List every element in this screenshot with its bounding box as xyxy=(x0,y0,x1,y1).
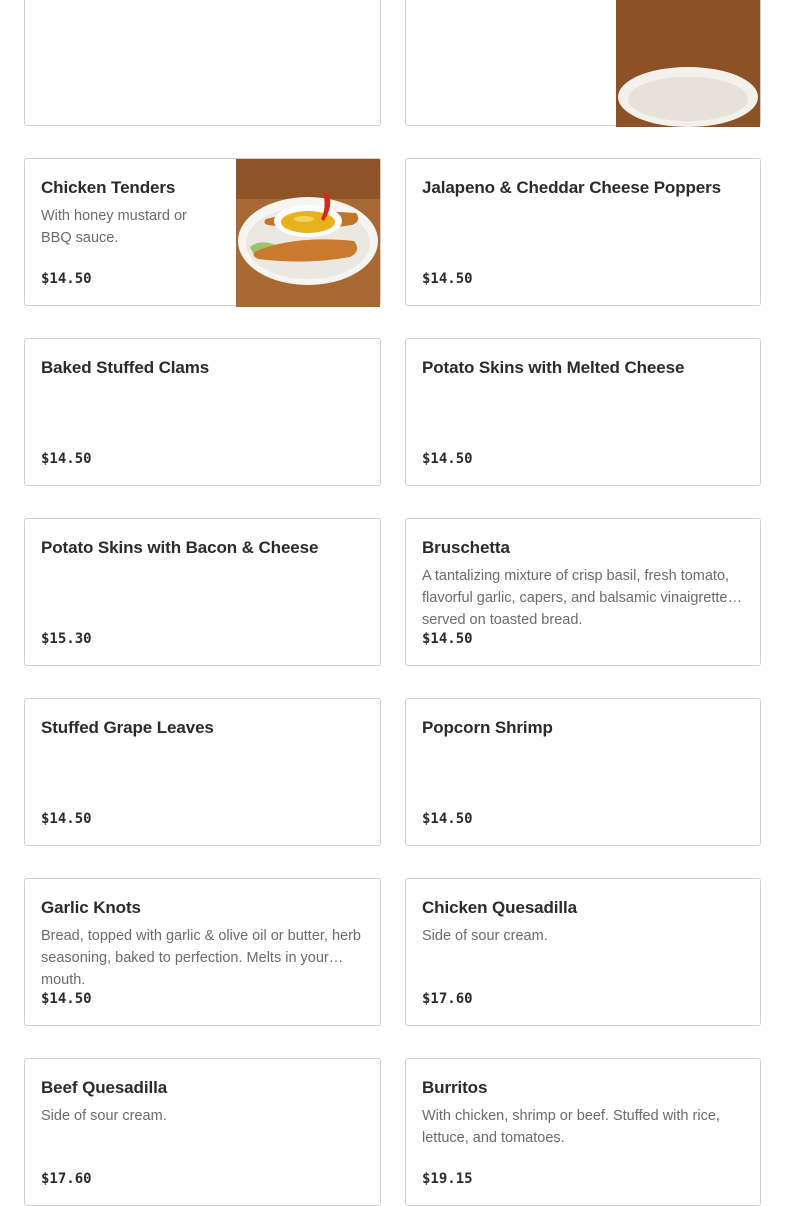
menu-item-description: With honey mustard or BBQ sauce. xyxy=(41,208,187,246)
menu-item-price: $14.50 xyxy=(41,811,92,827)
chicken-tenders-photo xyxy=(236,159,380,307)
menu-item-card[interactable] xyxy=(405,338,761,486)
menu-item-name: Potato Skins with Bacon & Cheese xyxy=(41,538,319,557)
menu-item-card[interactable] xyxy=(405,158,761,306)
menu-item-name: Stuffed Grape Leaves xyxy=(41,718,214,737)
menu-item-name: Chicken Quesadilla xyxy=(422,898,578,917)
menu-item-card[interactable] xyxy=(24,338,381,486)
menu-item-body xyxy=(422,0,600,125)
menu-item-description: Bread, topped with garlic & olive oil or butter, herb seasoning, baked to perfection. Melts in your mouth. xyxy=(41,928,361,988)
menu-item-description: A tantalizing mixture of crisp basil, fresh tomato, flavorful garlic, capers, and balsamic vinaigrette served on toasted bread. xyxy=(422,568,730,628)
menu-item-name: Burritos xyxy=(422,1078,488,1097)
menu-item-card[interactable] xyxy=(24,698,381,846)
menu-item-name: Chicken Tenders xyxy=(41,178,176,197)
menu-item-price: $14.50 xyxy=(41,991,92,1007)
menu-item-price: $14.50 xyxy=(422,631,473,647)
menu-item-body xyxy=(41,0,364,125)
menu-item-name: Garlic Knots xyxy=(41,898,141,917)
menu-item-description: Side of sour cream. xyxy=(422,928,548,944)
menu-item-card[interactable] xyxy=(405,1058,761,1206)
menu-item-price: $14.50 xyxy=(41,271,92,287)
menu-item-description: Side of sour cream. xyxy=(41,1108,167,1124)
menu-item-card[interactable] xyxy=(405,518,761,666)
menu-grid xyxy=(24,0,761,1206)
menu-item-card[interactable] xyxy=(405,0,761,126)
menu-item-card[interactable] xyxy=(405,878,761,1026)
menu-item-card[interactable] xyxy=(405,698,761,846)
menu-item-price: $19.15 xyxy=(422,1171,473,1187)
menu-item-name: Jalapeno & Cheddar Cheese Poppers xyxy=(422,178,722,197)
menu-item-price: $14.50 xyxy=(41,451,92,467)
menu-item-photo xyxy=(616,0,760,127)
menu-item-price: $14.50 xyxy=(422,271,473,287)
menu-item-name: Potato Skins with Melted Cheese xyxy=(422,358,685,377)
menu-item-price: $17.60 xyxy=(422,991,473,1007)
menu-item-card[interactable] xyxy=(24,158,381,306)
menu-item-name: Beef Quesadilla xyxy=(41,1078,168,1097)
menu-item-price: $17.60 xyxy=(41,1171,92,1187)
menu-item-price: $14.50 xyxy=(422,811,473,827)
menu-item-name: Bruschetta xyxy=(422,538,510,557)
menu-item-price: $14.50 xyxy=(422,451,473,467)
menu-item-card[interactable] xyxy=(24,518,381,666)
menu-item-card[interactable] xyxy=(24,1058,381,1206)
menu-item-description: With chicken, shrimp or beef. Stuffed with rice, lettuce, and tomatoes. xyxy=(422,1108,720,1146)
menu-item-card[interactable] xyxy=(24,878,381,1026)
menu-item-name: Baked Stuffed Clams xyxy=(41,358,210,377)
menu-item-card[interactable] xyxy=(24,0,381,126)
menu-item-price: $15.30 xyxy=(41,631,92,647)
menu-item-name: Popcorn Shrimp xyxy=(422,718,553,737)
